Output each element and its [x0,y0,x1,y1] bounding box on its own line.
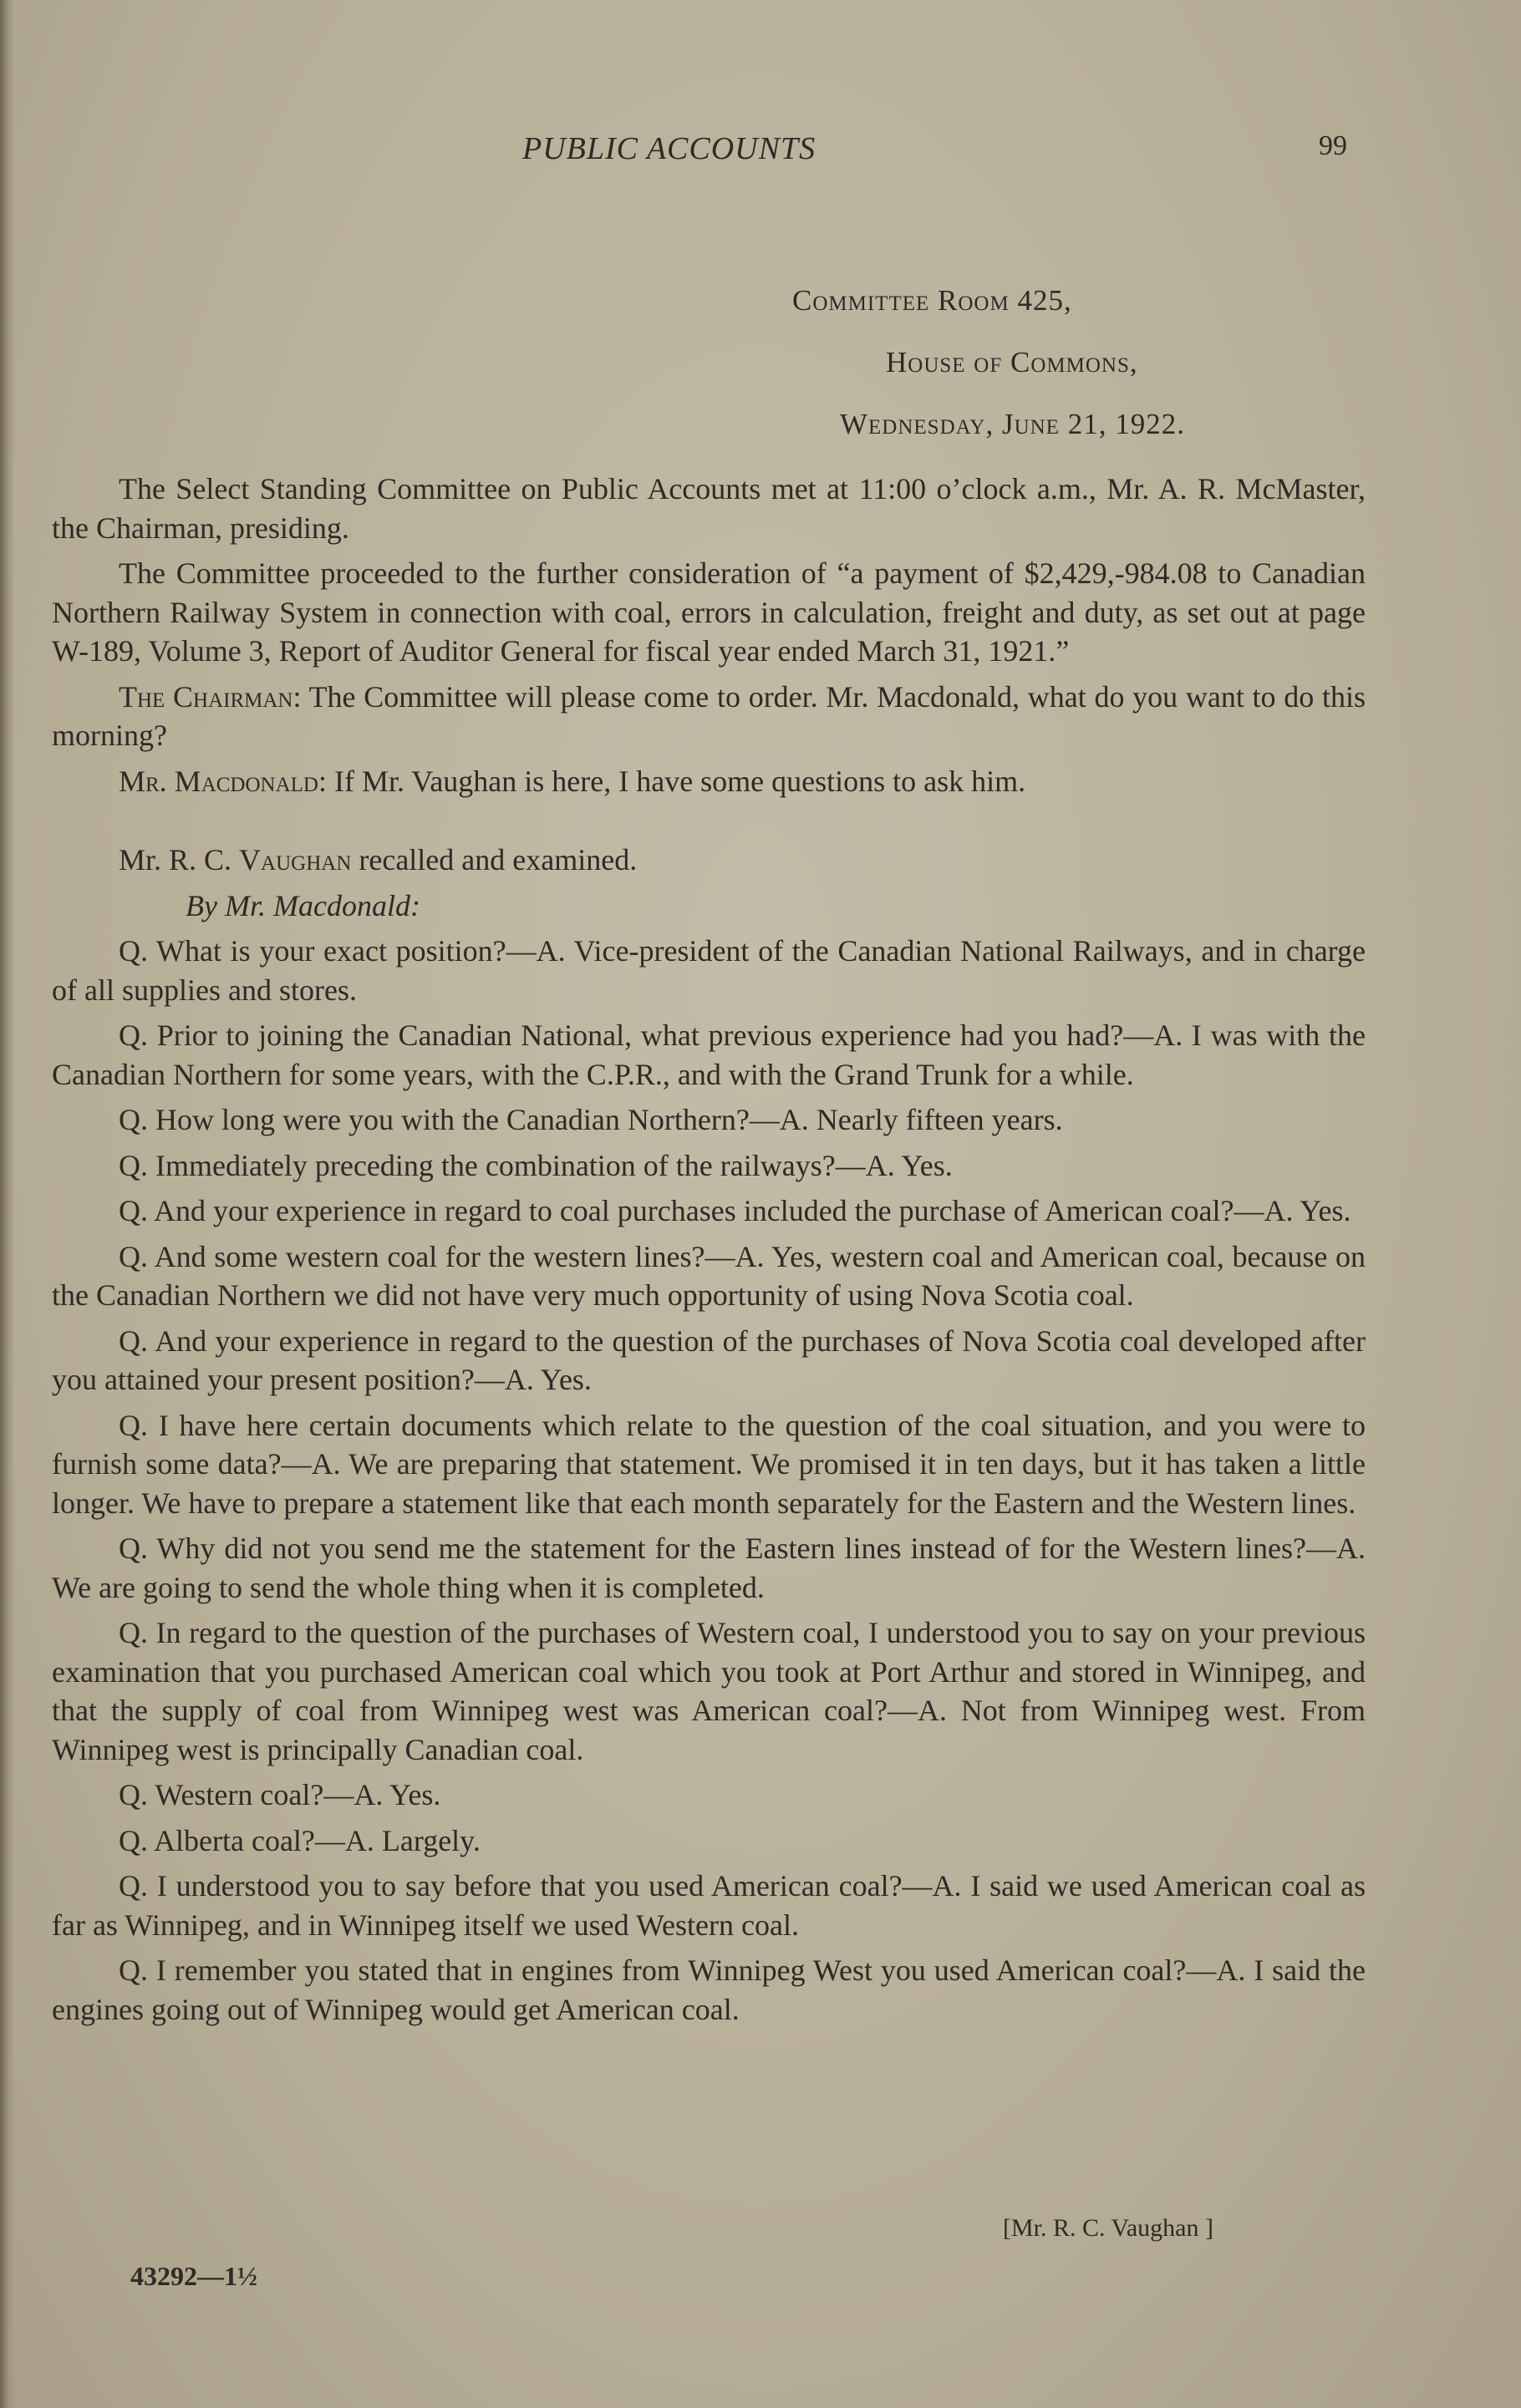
speaker-chairman: The Chairman: [119,679,302,714]
page-number: 99 [1319,130,1347,161]
running-head: PUBLIC ACCOUNTS [522,131,816,166]
qa-item: Q. In regard to the question of the purchases of Western coal, I understood you to say on your previous examination that you purchased American coal which you took at Port Arthur and stored in Winnipeg, and that the supply of coal from Winnipeg west was American coal?—A. Not from Winnipeg west. From Winnipeg west is principally Canadian coal. [52,1616,1366,1766]
speaker-macdonald: Mr. Macdonald: [119,764,327,798]
chairman-remark: The Committee will please come to order. Mr. Macdonald, what do you want to do this morning? [52,679,1366,752]
address-line-house: House of Commons, [886,346,1138,378]
qa-item: Q. And your experience in regard to coal purchases included the purchase of American coal?—A. Yes. [119,1194,1351,1227]
qa-item: Q. I have here certain documents which relate to the question of the coal situation, and you were to furnish some data?—A. We are preparing that statement. We promised it in ten days, but it has taken a little longer. We have to prepare a statement like that each month separately for the Eastern and the Western lines. [52,1408,1366,1520]
paragraph-chairman [52,678,1366,755]
qa-item: Q. Why did not you send me the statement for the Eastern lines instead of for the Western lines?—A. We are going to send the whole thing when it is completed. [52,1532,1366,1604]
examiner-byline: By Mr. Macdonald: [186,888,420,922]
witness-prefix: Mr. R. C. [119,843,232,876]
macdonald-remark: If Mr. Vaughan is here, I have some questions to ask him. [333,764,1026,798]
page-header [0,130,1521,180]
paragraph-meeting: The Select Standing Committee on Public Accounts met at 11:00 o’clock a.m., Mr. A. R. McMaster, the Chairman, presiding. [52,472,1366,545]
book-spine-shadow [0,0,15,2408]
qa-item: Q. Immediately preceding the combination of the railways?—A. Yes. [119,1148,953,1182]
qa-item: Q. Alberta coal?—A. Largely. [119,1823,481,1857]
address-line-date: Wednesday, June 21, 1922. [840,408,1185,440]
witness-name: Vaughan [239,843,352,876]
paragraph-witness [52,841,1366,880]
qa-item: Q. Prior to joining the Canadian National, what previous experience had you had?—A. I was with the Canadian Northern for some years, with the C.P.R., and with the Grand Trunk for a while. [52,1019,1366,1091]
qa-item: Q. What is your exact position?—A. Vice-president of the Canadian National Railways, and in charge of all supplies and stores. [52,934,1366,1007]
document-body [52,470,1366,2035]
speaker-note: [Mr. R. C. Vaughan ] [1003,2214,1213,2242]
address-line-room: Committee Room 425, [792,284,1072,317]
qa-item: Q. I remember you stated that in engines from Winnipeg West you used American coal?—A. I said the engines going out of Winnipeg would get American coal. [52,1953,1366,2026]
spacer [52,807,1366,841]
paragraph-macdonald [52,762,1366,801]
qa-item: Q. How long were you with the Canadian Northern?—A. Nearly fifteen years. [119,1103,1063,1136]
qa-item: Q. Western coal?—A. Yes. [119,1778,441,1811]
witness-status: recalled and examined. [359,843,638,876]
qa-item: Q. And some western coal for the western lines?—A. Yes, western coal and American coal, because on the Canadian Northern we did not have very much opportunity of using Nova Scotia coal. [52,1239,1366,1312]
qa-item: Q. And your experience in regard to the question of the purchases of Nova Scotia coal developed after you attained your present position?—A. Yes. [52,1323,1366,1396]
qa-item: Q. I understood you to say before that you used American coal?—A. I said we used American coal as far as Winnipeg, and in Winnipeg itself we used Western coal. [52,1869,1366,1942]
paragraph-consideration: The Committee proceeded to the further consideration of “a payment of $2,429,-984.08 to Canadian Northern Railway System in connection with coal, errors in calculation, freight and duty, as set out at page W-189, Volume 3, Report of Auditor General for fiscal year ended March 31, 1921.” [52,556,1366,668]
print-code: 43292—1½ [130,2261,257,2291]
